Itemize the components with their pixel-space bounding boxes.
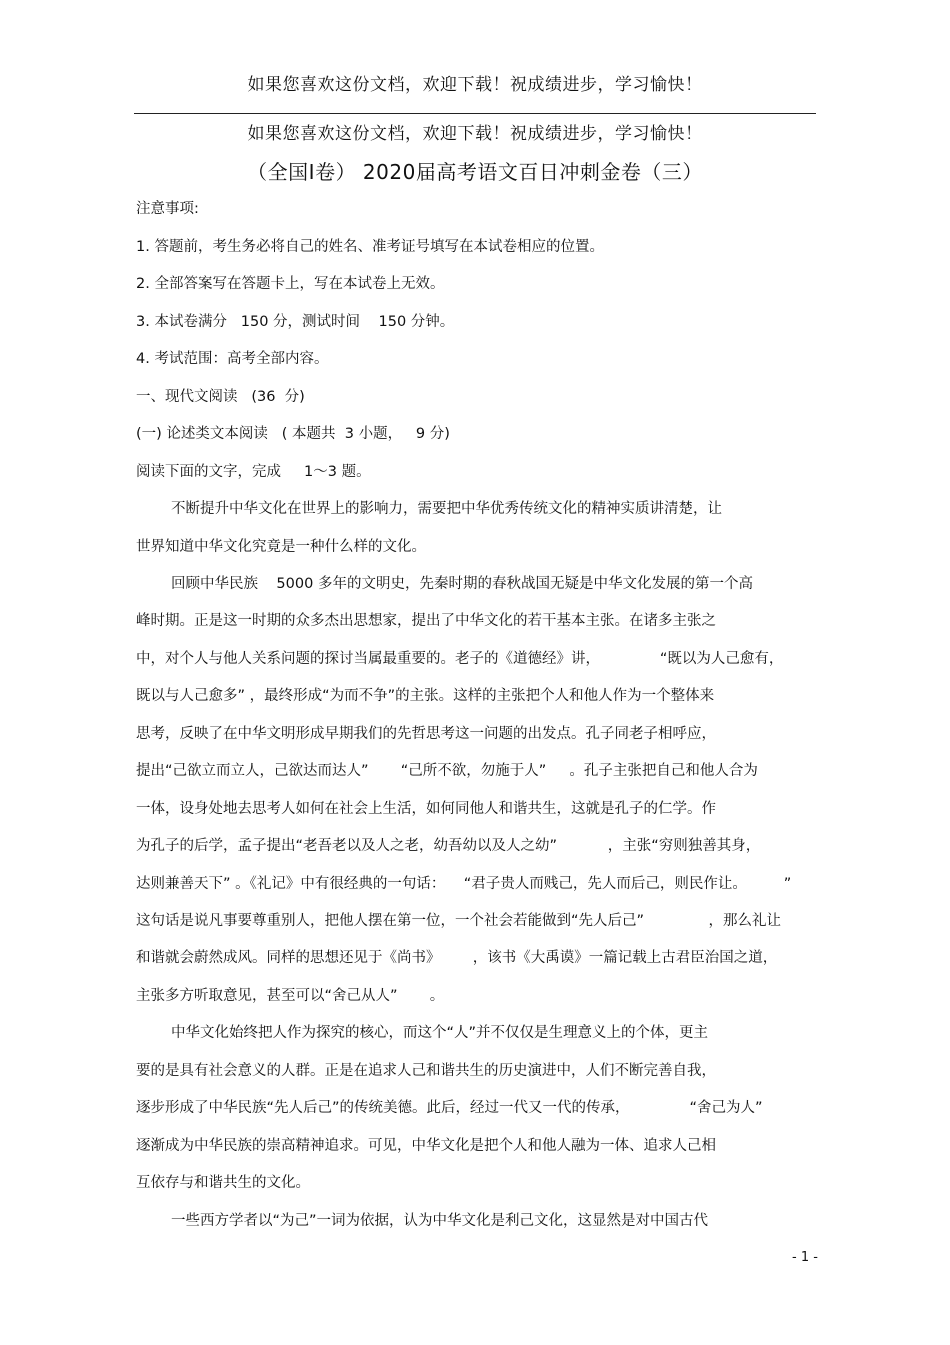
note-item: 4. 考试范围：高考全部内容。: [136, 351, 329, 367]
body-line: 和谐就会蔚然成风。同样的思想还见于《尚书》 ，该书《大禹谟》一篇记载上古君臣治国之道，: [136, 950, 778, 966]
notes-heading: 注意事项:: [136, 201, 199, 217]
body-line: 不断提升中华文化在世界上的影响力，需要把中华优秀传统文化的精神实质讲清楚，让: [171, 501, 722, 517]
reading-instruction: 阅读下面的文字，完成 1～3 题。: [136, 464, 371, 480]
download-banner-second: 如果您喜欢这份文档，欢迎下载！祝成绩进步，学习愉快！: [247, 124, 703, 144]
note-item: 1. 答题前，考生务必将自己的姓名、准考证号填写在本试卷相应的位置。: [136, 239, 604, 255]
body-line: 提出“己欲立而立人，己欲达而达人” “己所不欲，勿施于人” 。孔子主张把自己和他人合为: [136, 763, 758, 779]
body-line: 既以与人己愈多” ，最终形成“为而不争”的主张。这样的主张把个人和他人作为一个整体来: [136, 688, 715, 704]
header-divider: [134, 113, 816, 114]
body-line: 主张多方听取意见，甚至可以“舍己从人” 。: [136, 988, 445, 1004]
page-number: - 1 -: [792, 1250, 818, 1265]
body-line: 为孔子的后学，孟子提出“老吾老以及人之老，幼吾幼以及人之幼” ，主张“穷则独善其身，: [136, 838, 761, 854]
download-banner-top: 如果您喜欢这份文档，欢迎下载！祝成绩进步，学习愉快！: [247, 75, 703, 95]
body-line: 互依存与和谐共生的文化。: [136, 1175, 310, 1191]
body-line: 一体，设身处地去思考人如何在社会上生活，如何同他人和谐共生，这就是孔子的仁学。作: [136, 801, 716, 817]
exam-title: （全国Ⅰ卷） 2020届高考语文百日冲刺金卷（三）: [247, 160, 703, 184]
body-line: 回顾中华民族 5000 多年的文明史，先秦时期的春秋战国无疑是中华文化发展的第一个高: [171, 576, 753, 592]
body-line: 思考，反映了在中华文明形成早期我们的先哲思考这一问题的出发点。孔子同老子相呼应，: [136, 726, 716, 742]
body-line: 逐渐成为中华民族的崇高精神追求。可见，中华文化是把个人和他人融为一体、追求人己相: [136, 1138, 716, 1154]
body-line: 一些西方学者以“为己”一词为依据，认为中华文化是利己文化，这显然是对中国古代: [171, 1213, 709, 1229]
body-line: 世界知道中华文化究竟是一种什么样的文化。: [136, 539, 426, 555]
body-line: 这句话是说凡事要尊重别人，把他人摆在第一位，一个社会若能做到“先人后己” ，那么礼让: [136, 913, 782, 929]
note-item: 3. 本试卷满分 150 分，测试时间 150 分钟。: [136, 314, 455, 330]
body-line: 要的是具有社会意义的人群。正是在追求人己和谐共生的历史演进中，人们不断完善自我，: [136, 1063, 716, 1079]
body-line: 逐步形成了中华民族“先人后己”的传统美德。此后，经过一代又一代的传承， “舍己为人”: [136, 1100, 763, 1116]
body-line: 峰时期。正是这一时期的众多杰出思想家，提出了中华文化的若干基本主张。在诸多主张之: [136, 613, 716, 629]
body-line: 中，对个人与他人关系问题的探讨当属最重要的。老子的《道德经》讲， “既以为人己愈有，: [136, 651, 784, 667]
body-line: 达则兼善天下” 。《礼记》中有很经典的一句话： “君子贵人而贱己，先人而后己，则民作让。 ”: [136, 876, 792, 892]
note-item: 2. 全部答案写在答题卡上，写在本试卷上无效。: [136, 276, 445, 292]
section-heading: 一、现代文阅读 (36 分): [136, 389, 305, 405]
subsection-heading: (一) 论述类文本阅读 ( 本题共 3 小题， 9 分): [136, 426, 450, 442]
body-line: 中华文化始终把人作为探究的核心，而这个“人”并不仅仅是生理意义上的个体，更主: [171, 1025, 709, 1041]
